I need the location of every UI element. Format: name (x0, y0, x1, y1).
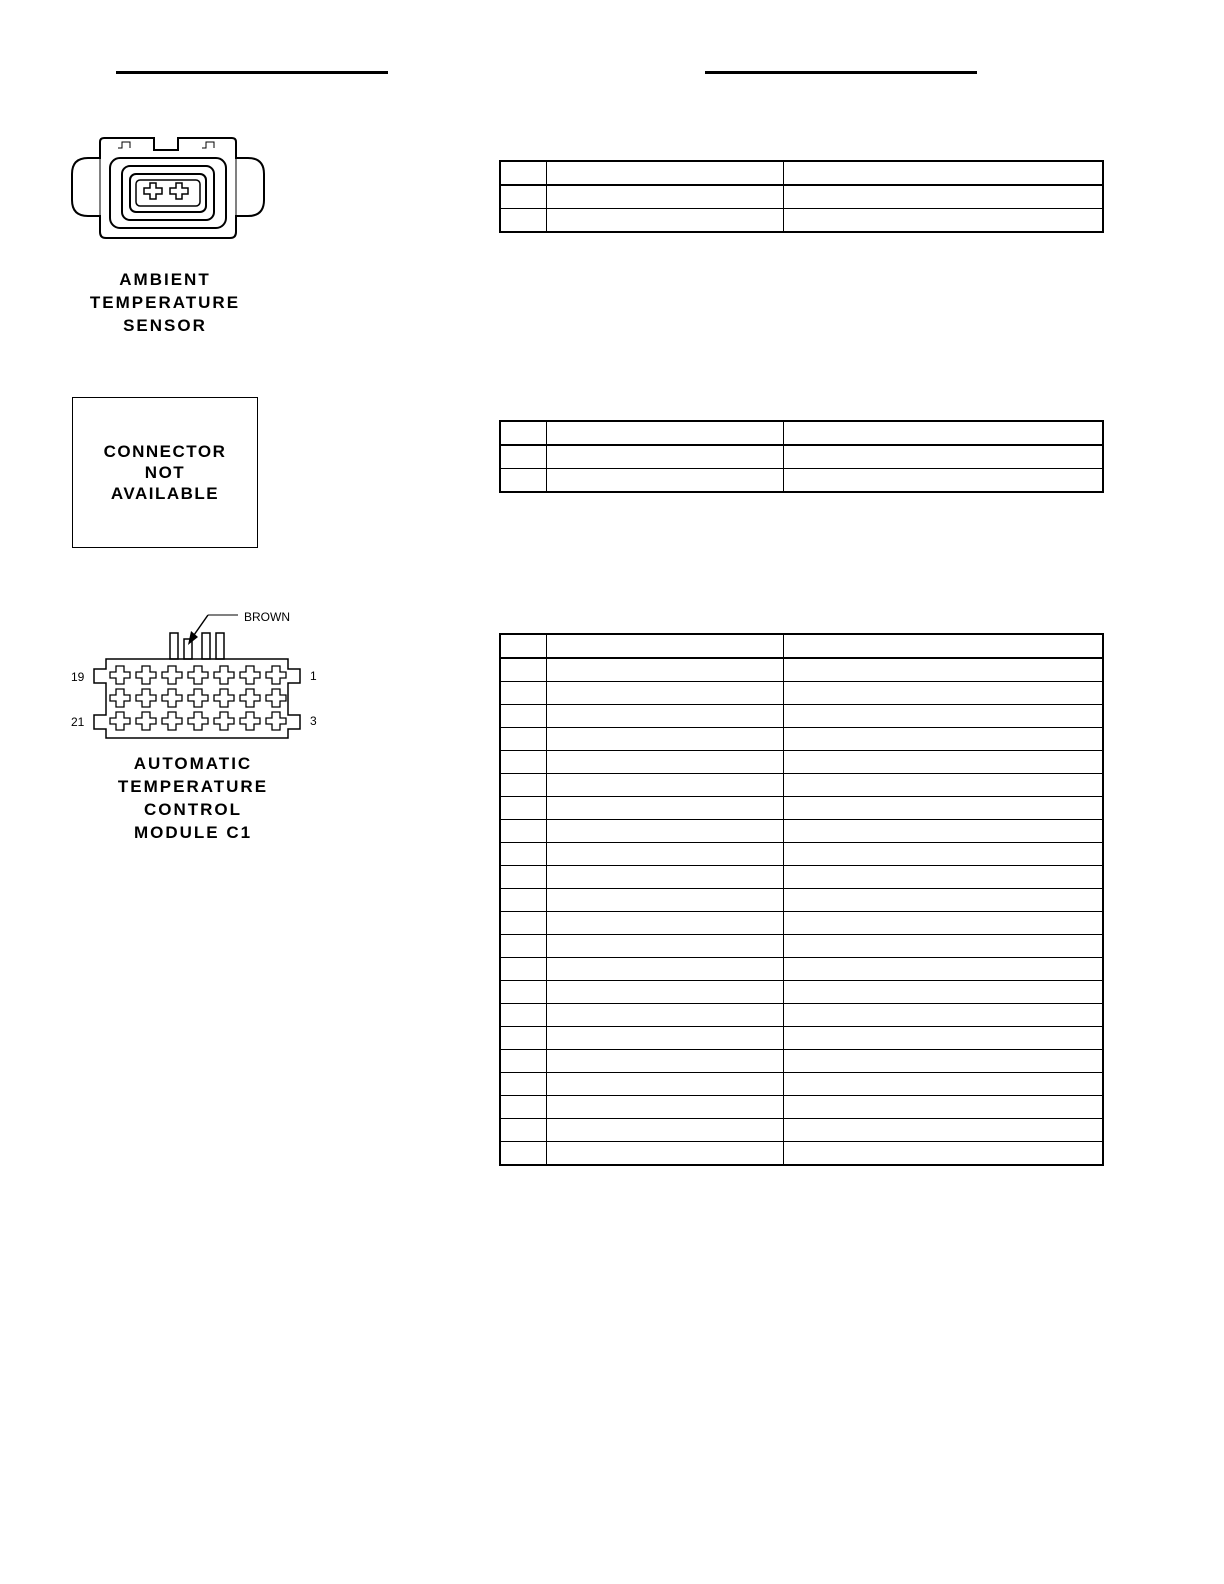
circuit-cell (546, 889, 783, 912)
circuit-cell (546, 912, 783, 935)
ambient-sensor-pin-table (499, 160, 1104, 233)
terminal-cavity (162, 689, 182, 707)
cavity-cell (500, 705, 546, 728)
function-cell (783, 161, 1103, 185)
function-cell (783, 469, 1103, 493)
ambient-sensor-connector-drawing (70, 136, 266, 242)
table-header-row (500, 421, 1103, 445)
pin-label-19: 19 (71, 670, 85, 684)
atc-module-pin-table (499, 633, 1104, 1166)
circuit-cell (546, 958, 783, 981)
cavity-cell (500, 185, 546, 209)
brown-callout-label: BROWN (244, 610, 290, 624)
table-row (500, 935, 1103, 958)
circuit-cell (546, 797, 783, 820)
table-row (500, 1050, 1103, 1073)
circuit-cell (546, 1050, 783, 1073)
terminal-cavity (188, 712, 208, 730)
function-cell (783, 889, 1103, 912)
function-cell (783, 820, 1103, 843)
circuit-cell (546, 161, 783, 185)
table-row (500, 185, 1103, 209)
cavity-cell (500, 445, 546, 469)
circuit-cell (546, 751, 783, 774)
terminal-cavity (214, 666, 234, 684)
table-row (500, 1027, 1103, 1050)
cavity-cell (500, 1027, 546, 1050)
circuit-cell (546, 1073, 783, 1096)
function-cell (783, 912, 1103, 935)
table-row (500, 209, 1103, 233)
function-cell (783, 421, 1103, 445)
cavity-cell (500, 935, 546, 958)
circuit-cell (546, 820, 783, 843)
terminal-cavity (110, 712, 130, 730)
cavity-cell (500, 774, 546, 797)
circuit-cell (546, 1142, 783, 1166)
terminal-cavity (266, 712, 286, 730)
pin-label-3: 3 (310, 714, 317, 728)
table-row (500, 728, 1103, 751)
cavity-cell (500, 161, 546, 185)
function-cell (783, 634, 1103, 658)
function-cell (783, 705, 1103, 728)
table-row (500, 912, 1103, 935)
table-row (500, 705, 1103, 728)
function-cell (783, 1027, 1103, 1050)
table-row (500, 774, 1103, 797)
function-cell (783, 866, 1103, 889)
cavity-cell (500, 1096, 546, 1119)
circuit-cell (546, 866, 783, 889)
terminal-cavity (214, 712, 234, 730)
circuit-cell (546, 209, 783, 233)
function-cell (783, 1142, 1103, 1166)
cavity-cell (500, 658, 546, 682)
function-cell (783, 935, 1103, 958)
cavity-cell (500, 797, 546, 820)
table-row (500, 797, 1103, 820)
terminal-cavity (188, 689, 208, 707)
circuit-cell (546, 185, 783, 209)
table-row (500, 866, 1103, 889)
table-row (500, 1004, 1103, 1027)
table-row (500, 820, 1103, 843)
circuit-cell (546, 682, 783, 705)
circuit-cell (546, 1119, 783, 1142)
function-cell (783, 797, 1103, 820)
terminal-cavity (136, 712, 156, 730)
terminal-cavity (214, 689, 234, 707)
circuit-cell (546, 421, 783, 445)
cavity-cell (500, 958, 546, 981)
circuit-cell (546, 1096, 783, 1119)
left-header-rule (116, 71, 388, 74)
terminal-cavity (136, 689, 156, 707)
terminal-cavity (136, 666, 156, 684)
cavity-cell (500, 981, 546, 1004)
table-row (500, 469, 1103, 493)
cavity-cell (500, 728, 546, 751)
table-row (500, 1096, 1103, 1119)
table-row (500, 843, 1103, 866)
function-cell (783, 728, 1103, 751)
terminal-cavity (188, 666, 208, 684)
cavity-cell (500, 634, 546, 658)
table-row (500, 1142, 1103, 1166)
cavity-cell (500, 682, 546, 705)
cavity-cell (500, 843, 546, 866)
cavity-cell (500, 820, 546, 843)
function-cell (783, 751, 1103, 774)
terminal-cavity (162, 666, 182, 684)
cavity-cell (500, 1004, 546, 1027)
circuit-cell (546, 705, 783, 728)
terminal-cavity (240, 712, 260, 730)
function-cell (783, 1050, 1103, 1073)
circuit-cell (546, 1004, 783, 1027)
circuit-cell (546, 658, 783, 682)
pin-label-1: 1 (310, 669, 317, 683)
circuit-cell (546, 981, 783, 1004)
circuit-cell (546, 935, 783, 958)
terminal-cavity (266, 689, 286, 707)
function-cell (783, 209, 1103, 233)
circuit-cell (546, 634, 783, 658)
cavity-cell (500, 1119, 546, 1142)
table-header-row (500, 161, 1103, 185)
circuit-cell (546, 774, 783, 797)
atc-module-caption: AUTOMATIC TEMPERATURE CONTROL MODULE C1 (117, 754, 269, 842)
terminal-cavity (240, 689, 260, 707)
circuit-cell (546, 728, 783, 751)
cavity-cell (500, 1050, 546, 1073)
connector-not-available-text: CONNECTOR NOT AVAILABLE (103, 442, 227, 503)
circuit-cell (546, 445, 783, 469)
function-cell (783, 774, 1103, 797)
ambient-sensor-caption: AMBIENT TEMPERATURE SENSOR (89, 270, 241, 335)
table-row (500, 958, 1103, 981)
function-cell (783, 1004, 1103, 1027)
table-row (500, 1073, 1103, 1096)
table-header-row (500, 634, 1103, 658)
terminal-cavity (162, 712, 182, 730)
table-row (500, 658, 1103, 682)
cavity-cell (500, 469, 546, 493)
function-cell (783, 682, 1103, 705)
terminal-cavity (266, 666, 286, 684)
cavity-cell (500, 751, 546, 774)
cavity-cell (500, 209, 546, 233)
table-row (500, 751, 1103, 774)
table-row (500, 1119, 1103, 1142)
cavity-cell (500, 421, 546, 445)
atc-module-connector-drawing (60, 605, 330, 745)
table-row (500, 682, 1103, 705)
function-cell (783, 185, 1103, 209)
function-cell (783, 843, 1103, 866)
table-row (500, 981, 1103, 1004)
terminal-cavity (110, 689, 130, 707)
pin-label-21: 21 (71, 715, 85, 729)
function-cell (783, 658, 1103, 682)
table-row (500, 445, 1103, 469)
cavity-cell (500, 866, 546, 889)
unavailable-connector-pin-table (499, 420, 1104, 493)
terminal-cavity (110, 666, 130, 684)
function-cell (783, 1096, 1103, 1119)
function-cell (783, 445, 1103, 469)
right-header-rule (705, 71, 977, 74)
circuit-cell (546, 1027, 783, 1050)
cavity-cell (500, 889, 546, 912)
cavity-cell (500, 1073, 546, 1096)
function-cell (783, 981, 1103, 1004)
terminal-cavity (240, 666, 260, 684)
function-cell (783, 958, 1103, 981)
connector-not-available-box (72, 397, 258, 548)
circuit-cell (546, 469, 783, 493)
cavity-cell (500, 1142, 546, 1166)
cavity-cell (500, 912, 546, 935)
function-cell (783, 1119, 1103, 1142)
circuit-cell (546, 843, 783, 866)
table-row (500, 889, 1103, 912)
function-cell (783, 1073, 1103, 1096)
